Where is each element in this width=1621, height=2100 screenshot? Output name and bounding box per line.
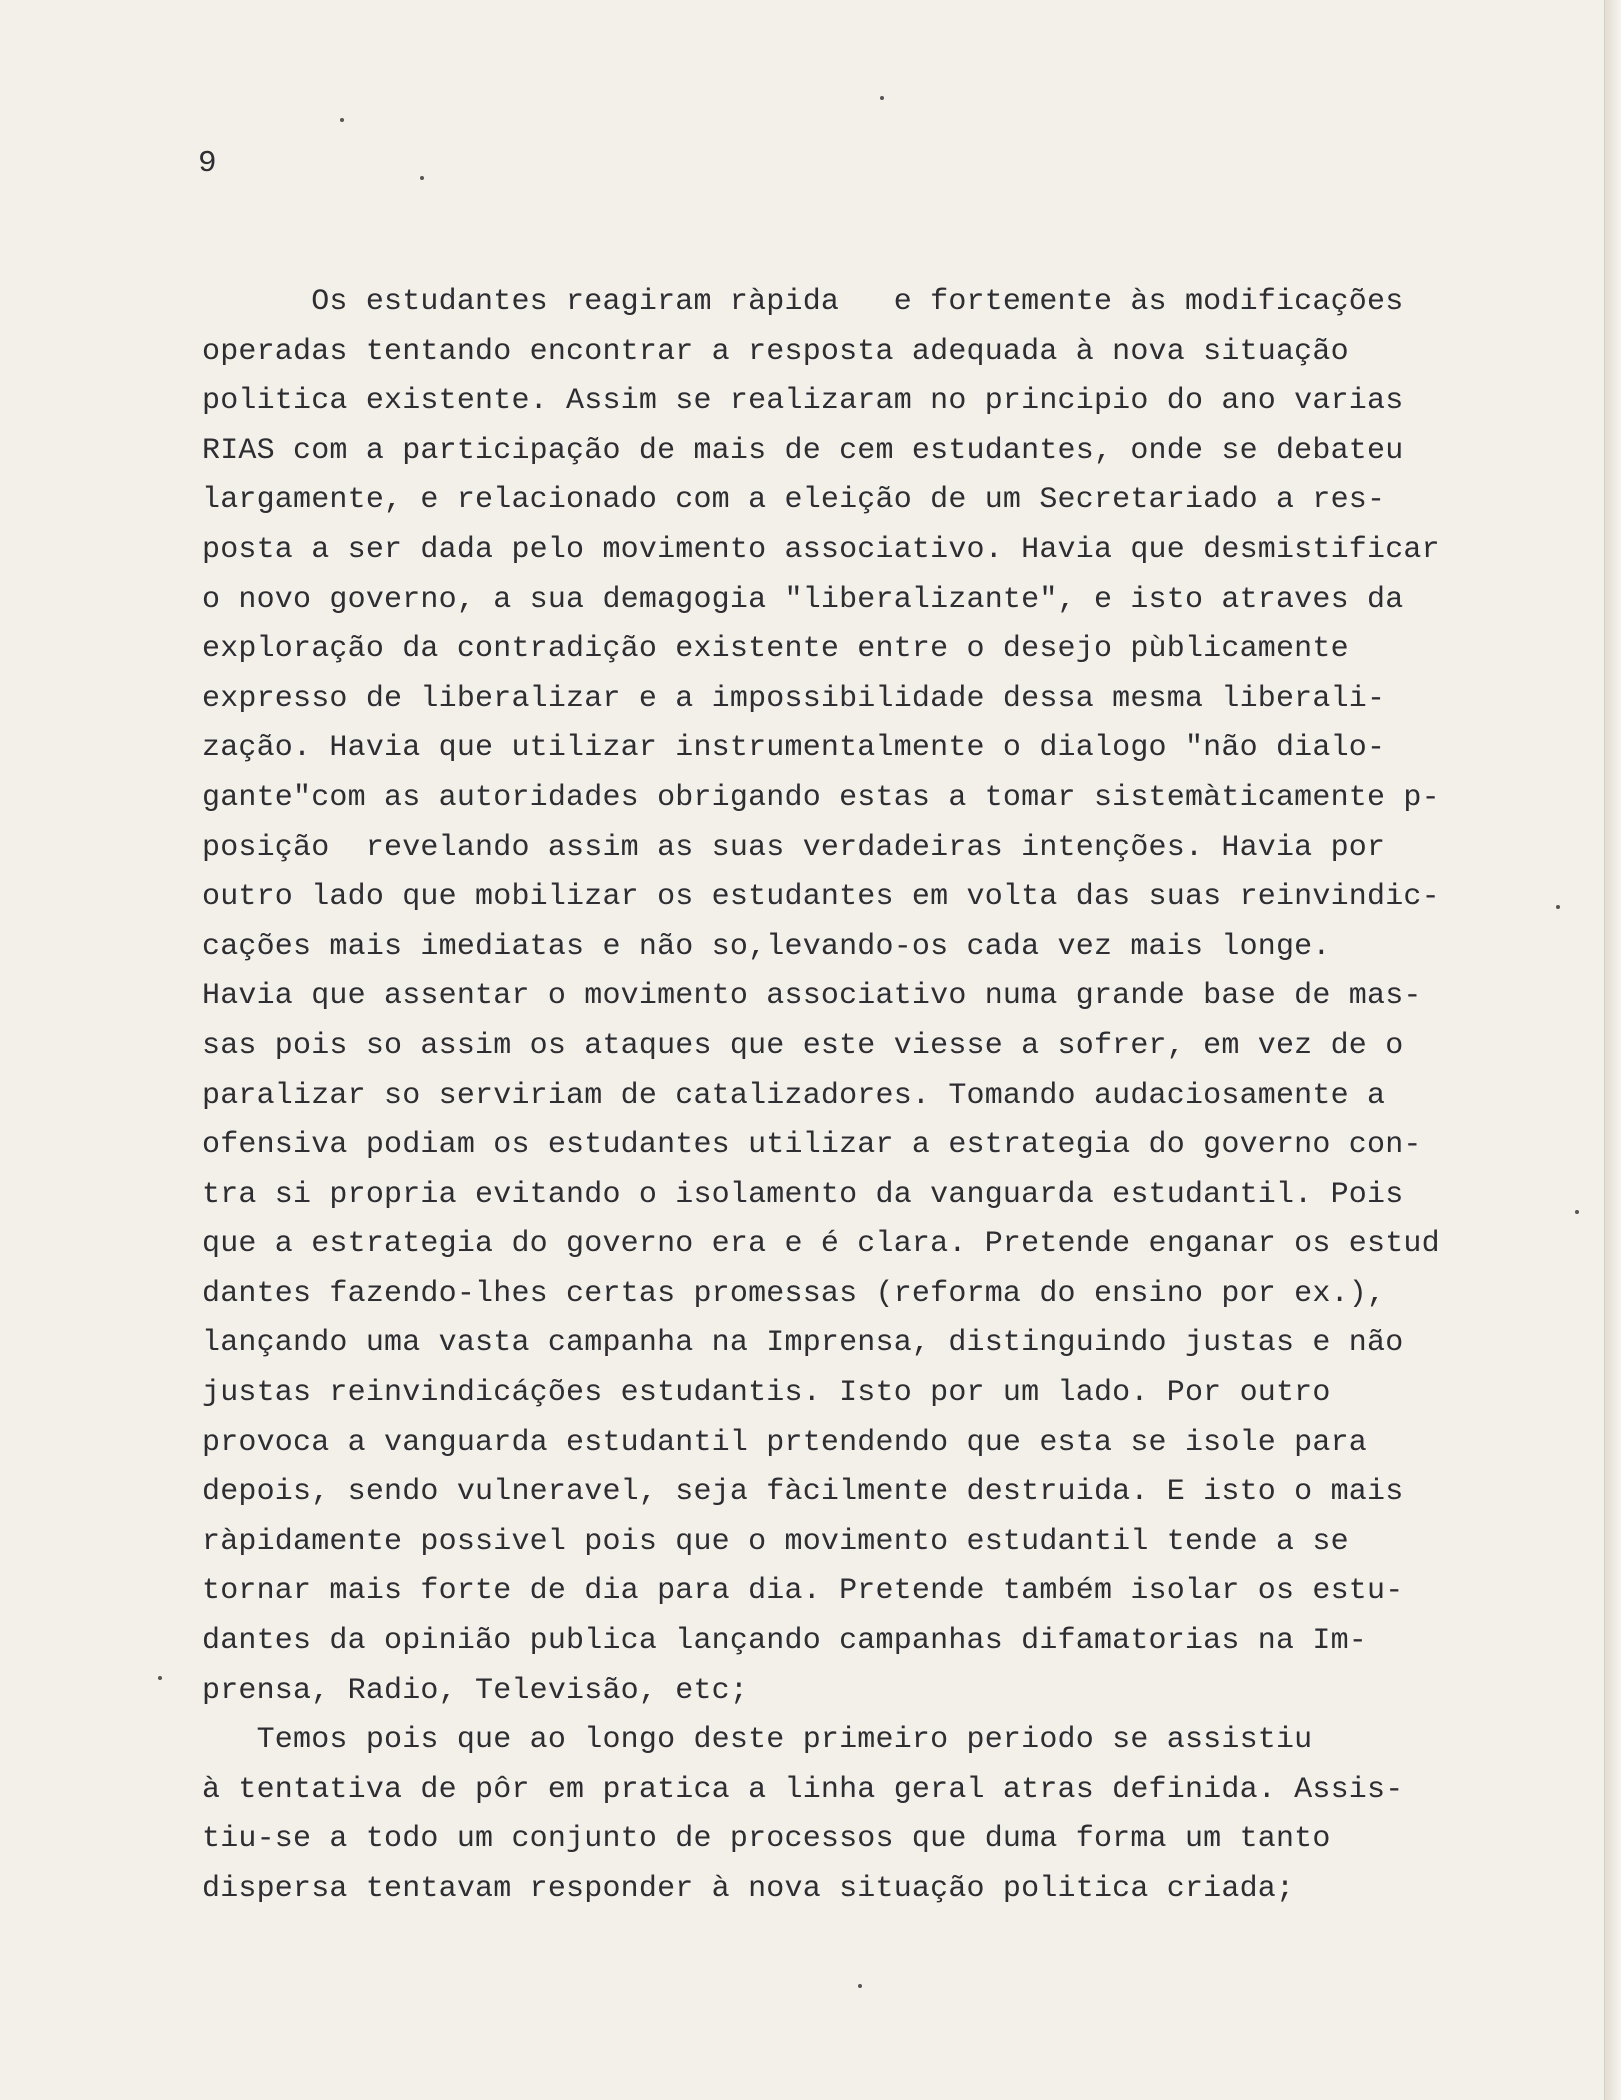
text-line: operadas tentando encontrar a resposta adequada à nova situação	[202, 334, 1349, 369]
text-line: RIAS com a participação de mais de cem estudantes, onde se debateu	[202, 433, 1404, 468]
text-line: lançando uma vasta campanha na Imprensa, distinguindo justas e não	[202, 1326, 1404, 1361]
text-line: zação. Havia que utilizar instrumentalmente o dialogo "não dialo-	[202, 731, 1386, 766]
speck	[880, 96, 884, 100]
text-line: que a estrategia do governo era e é clara. Pretende enganar os estud	[202, 1227, 1440, 1262]
text-line: ofensiva podiam os estudantes utilizar a estrategia do governo con-	[202, 1128, 1422, 1163]
text-line: posição revelando assim as suas verdadeiras intenções. Havia por	[202, 830, 1386, 865]
text-line: depois, sendo vulneravel, seja fàcilmente destruida. E isto o mais	[202, 1475, 1404, 1510]
text-line: expresso de liberalizar e a impossibilidade dessa mesma liberali-	[202, 681, 1386, 716]
text-line: o novo governo, a sua demagogia "liberalizante", e isto atraves da	[202, 582, 1404, 617]
page-number: 9	[198, 146, 217, 181]
text-line: Os estudantes reagiram ràpida e fortemente às modificações	[202, 285, 1404, 319]
speck	[340, 118, 344, 122]
text-line: tornar mais forte de dia para dia. Pretende também isolar os estu-	[202, 1574, 1404, 1609]
speck	[858, 1984, 862, 1988]
text-line: politica existente. Assim se realizaram no principio do ano varias	[202, 384, 1404, 419]
text-line: sas pois so assim os ataques que este viesse a sofrer, em vez de o	[202, 1028, 1404, 1063]
text-line: Temos pois que ao longo deste primeiro periodo se assistiu	[202, 1723, 1313, 1758]
text-line: gante"com as autoridades obrigando estas a tomar sistemàticamente p-	[202, 780, 1440, 815]
text-line: exploração da contradição existente entre o desejo pùblicamente	[202, 632, 1349, 667]
body-text	[202, 278, 1562, 1915]
text-line: prensa, Radio, Televisão, etc;	[202, 1673, 749, 1708]
speck	[1556, 905, 1560, 909]
page-edge	[1604, 0, 1621, 2100]
text-line: dispersa tentavam responder à nova situação politica criada;	[202, 1872, 1295, 1906]
text-line: provoca a vanguarda estudantil prtendendo que esta se isole para	[202, 1425, 1367, 1460]
text-line: à tentativa de pôr em pratica a linha geral atras definida. Assis-	[202, 1772, 1404, 1807]
text-line: tra si propria evitando o isolamento da vanguarda estudantil. Pois	[202, 1177, 1404, 1212]
text-line: tiu-se a todo um conjunto de processos que duma forma um tanto	[202, 1822, 1331, 1857]
text-line: cações mais imediatas e não so,levando-os cada vez mais longe.	[202, 929, 1331, 964]
speck	[158, 1676, 162, 1680]
speck	[1575, 1210, 1579, 1214]
text-line: ràpidamente possivel pois que o movimento estudantil tende a se	[202, 1524, 1349, 1559]
speck	[420, 176, 424, 180]
text-line: outro lado que mobilizar os estudantes em volta das suas reinvindic-	[202, 880, 1440, 915]
text-line: dantes da opinião publica lançando campanhas difamatorias na Im-	[202, 1624, 1367, 1659]
text-line: paralizar so serviriam de catalizadores. Tomando audaciosamente a	[202, 1078, 1386, 1113]
text-line: justas reinvindicáções estudantis. Isto por um lado. Por outro	[202, 1376, 1331, 1411]
text-line: Havia que assentar o movimento associativo numa grande base de mas-	[202, 979, 1422, 1014]
text-line: dantes fazendo-lhes certas promessas (reforma do ensino por ex.),	[202, 1276, 1386, 1311]
text-line: largamente, e relacionado com a eleição de um Secretariado a res-	[202, 483, 1386, 518]
text-line: posta a ser dada pelo movimento associativo. Havia que desmistificar	[202, 532, 1440, 567]
